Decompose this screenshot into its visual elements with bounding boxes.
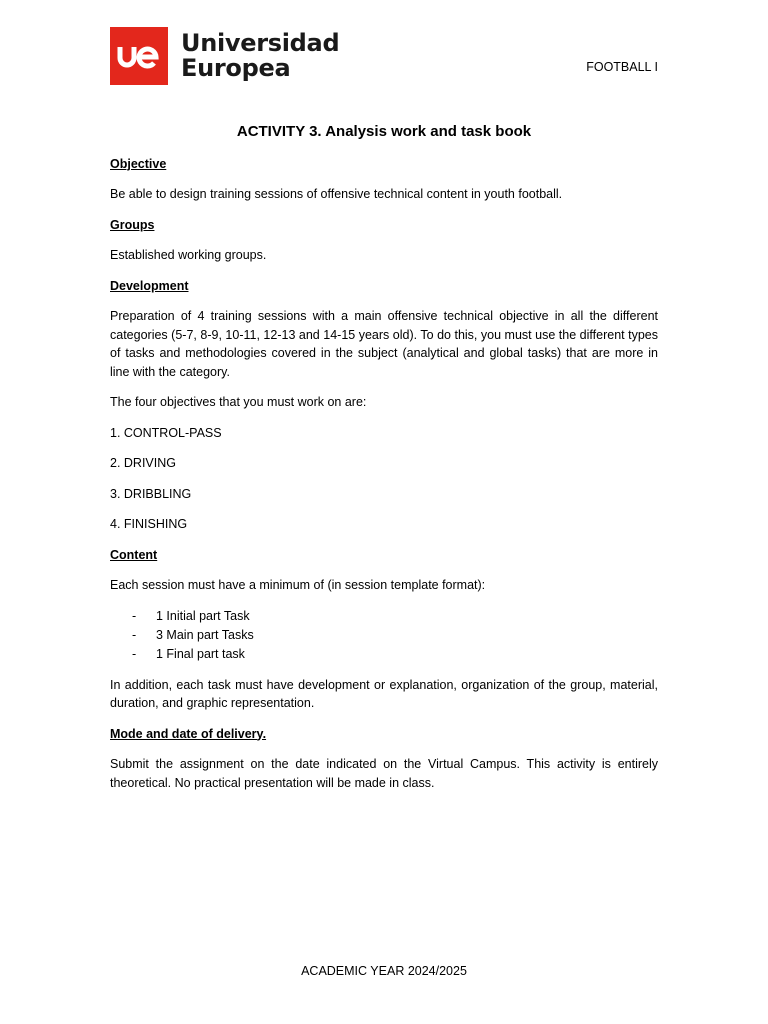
list-item	[110, 645, 658, 664]
list-item	[110, 607, 658, 626]
logo-line-universidad: Universidad	[181, 29, 340, 57]
objective-item-driving: 2. DRIVING	[110, 456, 176, 470]
university-logo	[110, 27, 339, 85]
list-item-text: 3 Main part Tasks	[156, 627, 254, 642]
academic-year-footer: ACADEMIC YEAR 2024/2025	[301, 964, 467, 978]
course-name: FOOTBALL I	[586, 60, 658, 74]
delivery-heading: Mode and date of delivery.	[110, 726, 267, 741]
dash-bullet: -	[132, 646, 137, 661]
development-heading: Development	[110, 278, 189, 293]
delivery-text: Submit the assignment on the date indicated on the Virtual Campus. This activity is entirely theoretical. No practical presentation will be made in class.	[110, 757, 658, 790]
groups-text: Established working groups.	[110, 248, 267, 262]
content-list	[110, 607, 658, 664]
objectives-intro: The four objectives that you must work on are:	[110, 395, 367, 409]
development-text: Preparation of 4 training sessions with a main offensive technical objective in all the different categories (5-7, 8-9, 10-11, 12-13 and 14-15 years old). To do this, you must use the different types of tasks and methodologies covered in the subject (analytical and global tasks) that are more in line with the category.	[110, 309, 658, 379]
content-addition: In addition, each task must have development or explanation, organization of the group, material, duration, and graphic representation.	[110, 677, 658, 710]
content-heading: Content	[110, 547, 158, 562]
groups-heading: Groups	[110, 217, 155, 232]
ue-glyph	[116, 41, 162, 71]
logo-wordmark	[181, 31, 339, 81]
list-item-text: 1 Final part task	[156, 646, 245, 661]
content-intro: Each session must have a minimum of (in session template format):	[110, 578, 486, 592]
list-item	[110, 626, 658, 645]
objective-heading: Objective	[110, 156, 167, 171]
objective-item-dribbling: 3. DRIBBLING	[110, 486, 192, 501]
dash-bullet: -	[132, 608, 137, 623]
page-title: ACTIVITY 3. Analysis work and task book	[236, 123, 532, 140]
objective-item-finishing: 4. FINISHING	[110, 517, 188, 531]
objective-item-control-pass: 1. CONTROL-PASS	[110, 425, 222, 440]
document-body	[110, 123, 658, 804]
objective-text: Be able to design training sessions of offensive technical content in youth football.	[110, 187, 563, 201]
logo-line-europea: Europea	[181, 54, 291, 82]
list-item-text: 1 Initial part Task	[156, 608, 250, 623]
ue-logo-icon	[110, 27, 168, 85]
dash-bullet: -	[132, 627, 137, 642]
